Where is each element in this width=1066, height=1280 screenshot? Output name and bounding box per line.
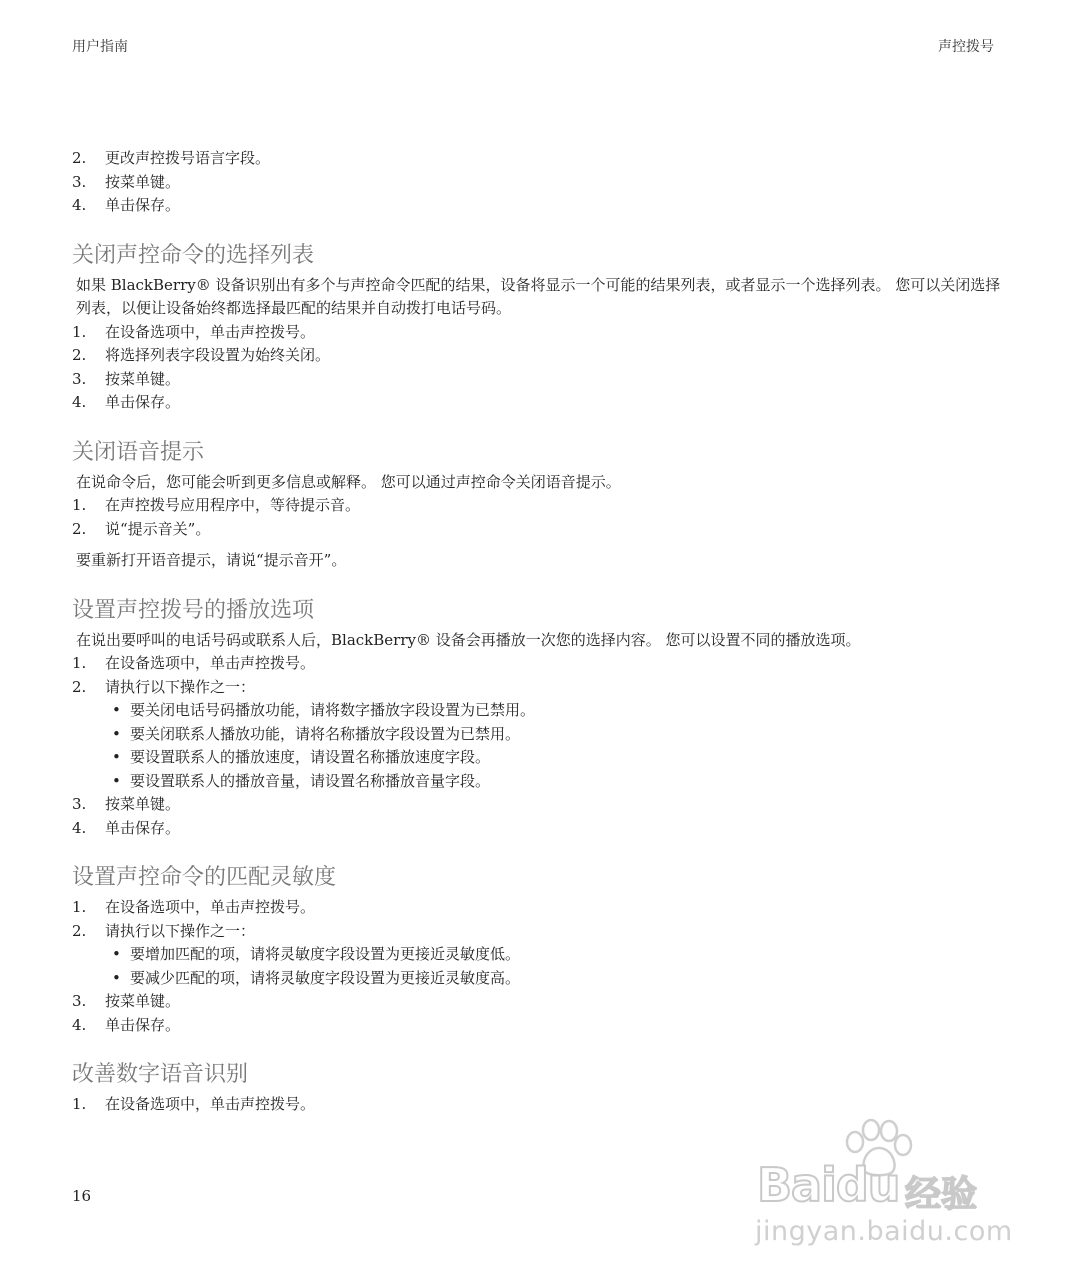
list-item: 3. 按菜单键。	[72, 795, 181, 813]
list-item: 2. 更改声控拨号语言字段。	[72, 149, 271, 167]
watermark-cn: 经验	[905, 1174, 978, 1215]
header-left-title: 用户指南	[72, 39, 128, 55]
list-item: 1. 在声控拨号应用程序中，等待提示音。	[72, 496, 361, 514]
list-item: 3. 按菜单键。	[72, 369, 181, 388]
section-playback-options	[72, 596, 1002, 841]
steps-list	[72, 652, 1002, 840]
section-paragraph: 在说命令后，您可能会听到更多信息或解释。 您可以通过声控命令关闭语音提示。	[76, 472, 621, 491]
bullet-item: • 要设置联系人的播放速度，请设置名称播放速度字段。	[112, 748, 491, 766]
intro-steps	[72, 147, 1002, 218]
list-item: 4. 单击保存。	[72, 393, 181, 411]
section-heading: 设置声控拨号的播放选项	[72, 597, 315, 623]
list-item: 2. 请执行以下操作之一：	[72, 677, 256, 696]
section-choice-list	[72, 241, 1002, 415]
page-number: 16	[72, 1187, 92, 1205]
list-item: 3. 按菜单键。	[72, 172, 181, 191]
list-item: 2. 说“提示音关”。	[72, 519, 211, 538]
bullet-item: • 要设置联系人的播放音量，请设置名称播放音量字段。	[112, 771, 491, 790]
steps-list	[72, 1093, 1002, 1117]
watermark-brand: Baidu	[757, 1158, 900, 1212]
steps-list	[72, 494, 1002, 541]
list-item: 4. 单击保存。	[72, 818, 181, 837]
list-item: 1. 在设备选项中，单击声控拨号。	[72, 1095, 316, 1113]
section-paragraph: 如果 BlackBerry® 设备识别出有多个与声控命令匹配的结果，设备将显示一个可能的结果列表，或者显示一个选择列表。 您可以关闭选择列表，以便让设备始终都选择最匹配的结果并自动拨打电话号码。	[76, 275, 1001, 317]
section-note: 要重新打开语音提示，请说“提示音开”。	[76, 551, 347, 569]
section-heading: 关闭语音提示	[72, 439, 205, 465]
section-paragraph: 在说出要呼叫的电话号码或联系人后，BlackBerry® 设备会再播放一次您的选择内容。 您可以设置不同的播放选项。	[76, 630, 861, 649]
bullet-item: • 要减少匹配的项，请将灵敏度字段设置为更接近灵敏度高。	[112, 968, 521, 987]
steps-list	[72, 896, 1002, 1037]
header-right-title: 声控拨号	[938, 39, 994, 55]
list-item: 3. 按菜单键。	[72, 992, 181, 1010]
section-match-sensitivity	[72, 863, 1002, 1037]
bullet-item: • 要关闭电话号码播放功能，请将数字播放字段设置为已禁用。	[112, 701, 536, 719]
steps-list	[72, 321, 1002, 415]
bullet-item: • 要增加匹配的项，请将灵敏度字段设置为更接近灵敏度低。	[112, 945, 521, 963]
list-item: 2. 将选择列表字段设置为始终关闭。	[72, 346, 331, 364]
list-item: 2. 请执行以下操作之一：	[72, 921, 256, 940]
list-item: 1. 在设备选项中，单击声控拨号。	[72, 654, 316, 672]
list-item: 4. 单击保存。	[72, 1015, 181, 1034]
section-heading: 关闭声控命令的选择列表	[72, 242, 315, 268]
baidu-watermark	[755, 1118, 1013, 1253]
section-voice-prompts	[72, 438, 1002, 573]
section-digit-recognition	[72, 1060, 1002, 1117]
list-item: 4. 单击保存。	[72, 196, 181, 214]
page-content	[72, 147, 1002, 1117]
section-heading: 改善数字语音识别	[72, 1062, 249, 1087]
bullet-item: • 要关闭联系人播放功能，请将名称播放字段设置为已禁用。	[112, 724, 521, 743]
watermark-url: jingyan.baidu.com	[755, 1216, 1013, 1247]
section-heading: 设置声控命令的匹配灵敏度	[72, 865, 337, 890]
list-item: 1. 在设备选项中，单击声控拨号。	[72, 898, 316, 916]
list-item: 1. 在设备选项中，单击声控拨号。	[72, 322, 316, 341]
